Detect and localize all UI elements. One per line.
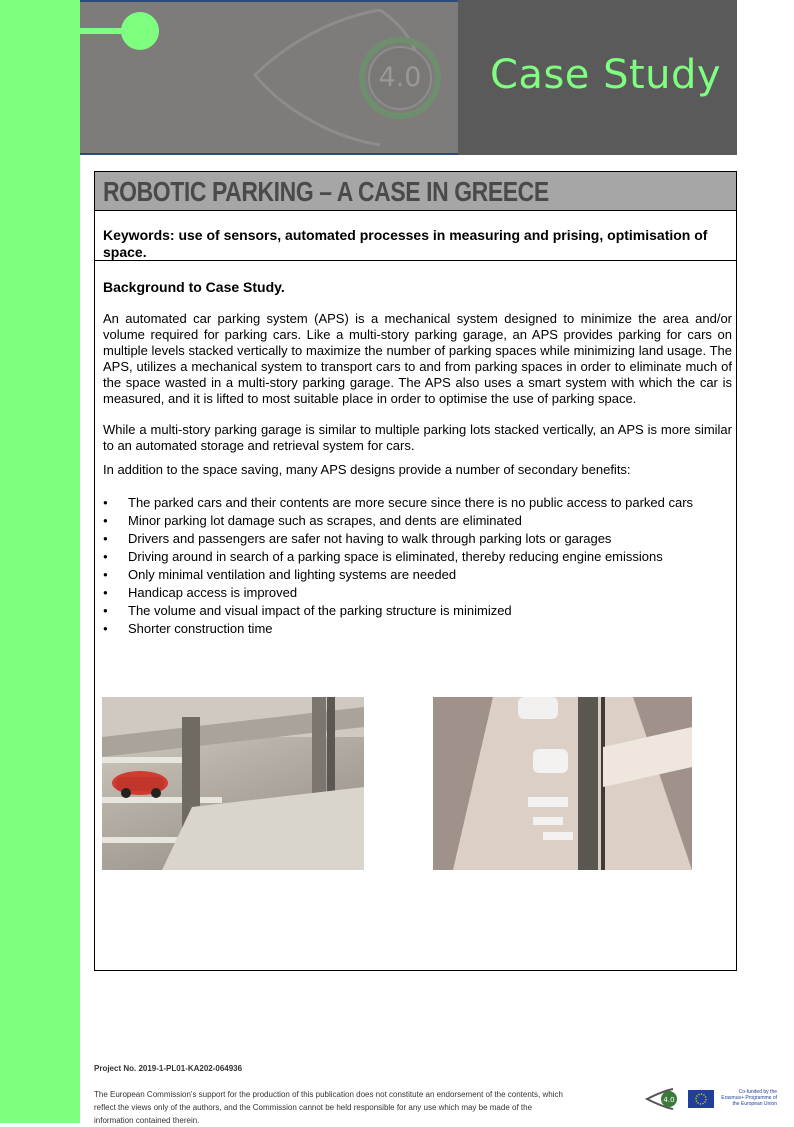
list-item: ● The volume and visual impact of the parking structure is minimized xyxy=(103,602,732,620)
eu-flag xyxy=(688,1090,714,1108)
eu-disclaimer: The European Commission's support for the production of this publication does not constitute an endorsement of the contents, which reflect the views only of the authors, and the Commission cannot be held responsible for any use which may be made of the information contained therein. xyxy=(94,1090,563,1125)
page-title: Case Study xyxy=(490,52,722,98)
header-badge-text: 4.0 xyxy=(378,62,422,93)
case-title: ROBOTIC PARKING – A CASE IN GREECE xyxy=(103,176,549,207)
list-item: ● The parked cars and their contents are more secure since there is no public access to parked cars xyxy=(103,494,732,512)
eu-stars-icon xyxy=(688,1090,714,1108)
section-heading: Background to Case Study. xyxy=(103,279,285,295)
keywords-text: Keywords: use of sensors, automated processes in measuring and prising, optimisation of space. xyxy=(103,227,708,260)
list-item: ● Drivers and passengers are safer not having to walk through parking lots or garages xyxy=(103,530,732,548)
page-header xyxy=(80,0,737,155)
see-logo xyxy=(645,1087,679,1111)
parking-aisle-photo xyxy=(433,697,692,870)
benefits-list xyxy=(103,494,732,638)
list-item: ● Only minimal ventilation and lighting systems are needed xyxy=(103,566,732,584)
parking-aisle-illustration xyxy=(433,697,692,870)
list-item: ● Driving around in search of a parking space is eliminated, thereby reducing engine emissions xyxy=(103,548,732,566)
paragraph-aps-definition: An automated car parking system (APS) is a mechanical system designed to minimize the area and/or volume required for parking cars. Like a multi-story parking garage, an APS provides parking for cars on multiple levels stacked vertically to maximize the number of parking spaces while minimizing land usage. The APS, utilizes a mechanical system to transport cars to and from parking spaces in order to eliminate much of the space wasted in a multi-story parking garage. The APS also uses a smart system with which the car is measured, and it is lifted to most suitable place in order to optimise the use of parking space. xyxy=(103,311,732,406)
svg-text:4.0: 4.0 xyxy=(663,1096,675,1104)
list-item: ● Shorter construction time xyxy=(103,620,732,638)
parking-levels-illustration xyxy=(102,697,364,870)
paragraph-benefits-intro: In addition to the space saving, many APS designs provide a number of secondary benefits: xyxy=(103,462,631,477)
project-number: Project No. 2019-1-PL01-KA202-064936 xyxy=(94,1064,243,1073)
list-item: ● Minor parking lot damage such as scrapes, and dents are eliminated xyxy=(103,512,732,530)
case-title-bar xyxy=(95,172,736,211)
eu-cofunded-text: Co-funded by the Erasmus+ Programme of the European Union xyxy=(721,1089,777,1107)
case-study-box xyxy=(94,171,737,971)
left-sidebar-band xyxy=(0,0,80,1123)
case-body xyxy=(95,261,736,638)
parking-levels-photo xyxy=(102,697,364,870)
keywords-row xyxy=(95,211,736,261)
list-item: ● Handicap access is improved xyxy=(103,584,732,602)
paragraph-aps-comparison: While a multi-story parking garage is similar to multiple parking lots stacked vertically, an APS is more similar to an automated storage and retrieval system for cars. xyxy=(103,422,732,453)
